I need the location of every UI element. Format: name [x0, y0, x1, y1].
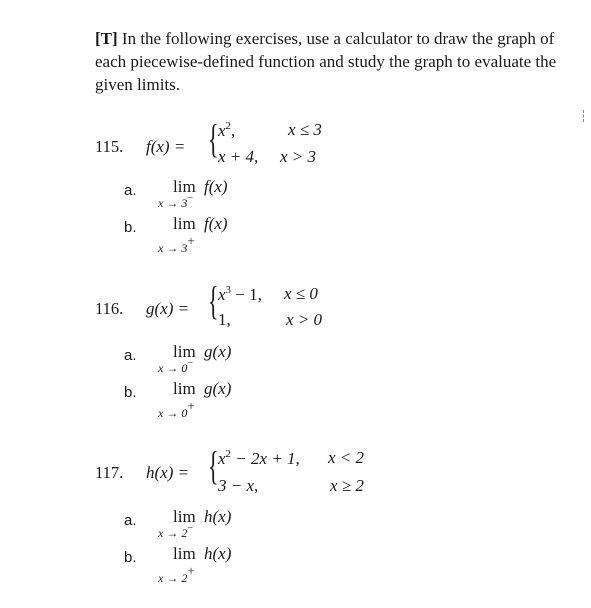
exercise-number: 116. — [95, 299, 124, 318]
instructions-paragraph — [95, 27, 565, 96]
case-expression: $x^2 - 2x + 1$, — [218, 448, 300, 468]
limit-operator: lim — [173, 544, 196, 563]
limit-subscript: x → 2− — [158, 523, 193, 540]
part-label: a. — [124, 512, 137, 529]
part-label: a. — [124, 182, 137, 199]
limit-function: g(x) — [204, 379, 232, 398]
case-expression: 1, — [218, 310, 231, 329]
limit-operator: lim — [173, 379, 196, 398]
limit-operator: lim — [173, 177, 196, 196]
tool-tag: [T] — [95, 29, 118, 48]
case-expression: 3 − x, — [218, 476, 259, 495]
left-brace: { — [208, 116, 219, 161]
limit-operator: lim — [173, 342, 196, 361]
case-condition: x ≤ 0 — [284, 284, 318, 303]
case-expression: $x^2$, — [218, 120, 236, 140]
limit-subscript: x → 3+ — [158, 233, 195, 255]
limit-subscript: x → 0− — [158, 358, 193, 375]
case-condition: x ≥ 2 — [330, 476, 364, 495]
part-label: b. — [124, 384, 137, 401]
exercise-number: 115. — [95, 137, 124, 156]
part-label: b. — [124, 549, 137, 566]
limit-operator: lim — [173, 214, 196, 233]
limit-operator: lim — [173, 507, 196, 526]
part-label: a. — [124, 347, 137, 364]
left-brace: { — [208, 278, 219, 323]
case-expression: $x^3 - 1$, — [218, 284, 262, 304]
limit-function: f(x) — [204, 177, 228, 196]
limit-subscript: x → 2+ — [158, 563, 195, 585]
case-expression: x + 4, — [218, 147, 259, 166]
case-condition: x < 2 — [328, 448, 365, 467]
limit-function: f(x) — [204, 214, 228, 233]
scroll-marker — [583, 110, 585, 122]
part-label: b. — [124, 219, 137, 236]
case-condition: x ≤ 3 — [288, 120, 322, 139]
function-definition-lhs: h(x) = — [146, 463, 190, 482]
instructions-text: In the following exercises, use a calculator to draw the graph of each piecewise-defined function and study the graph to evaluate the given limits. — [95, 29, 557, 94]
limit-function: h(x) — [204, 507, 232, 526]
limit-subscript: x → 0+ — [158, 398, 195, 420]
limit-subscript: x → 3− — [158, 193, 193, 210]
left-brace: { — [208, 443, 219, 488]
limit-function: g(x) — [204, 342, 232, 361]
exercise-number: 117. — [95, 463, 124, 482]
case-condition: x > 0 — [286, 310, 323, 329]
function-definition-lhs: g(x) = — [146, 299, 190, 318]
function-definition-lhs: f(x) = — [146, 137, 186, 156]
limit-function: h(x) — [204, 544, 232, 563]
case-condition: x > 3 — [280, 147, 317, 166]
